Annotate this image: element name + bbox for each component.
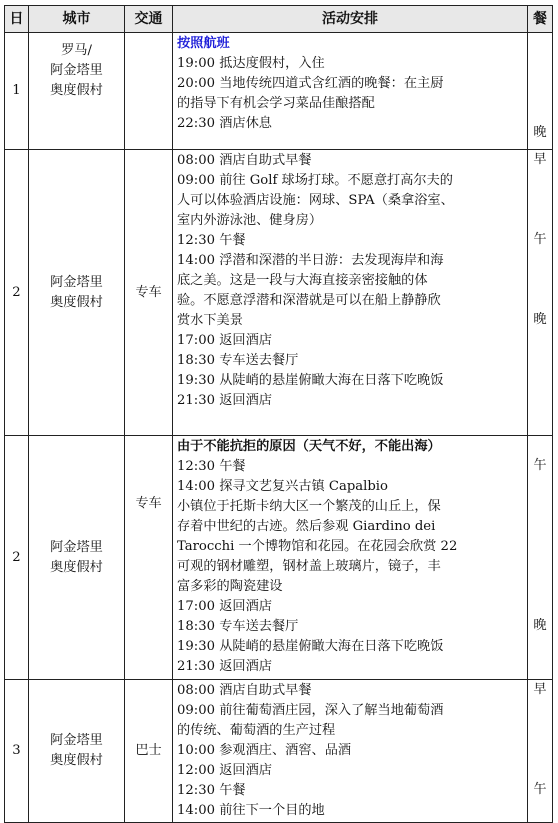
meal-mark: 午	[533, 458, 547, 473]
city-line: 罗马/	[61, 43, 92, 58]
activity-line: 08:00 酒店自助式早餐	[177, 683, 312, 698]
activity-line: 小镇位于托斯卡纳大区一个繁茂的山丘上，保	[177, 499, 441, 514]
activity-line: 室内外游泳池、健身房）	[177, 213, 323, 228]
transport-cell	[125, 436, 173, 680]
header-activity: 活动安排	[173, 6, 528, 33]
city-cell	[29, 436, 125, 680]
city-line: 奥度假村	[50, 753, 103, 768]
meal-cell	[528, 33, 553, 150]
activity-line: 12:30 午餐	[177, 233, 246, 248]
activity-line: 12:00 返回酒店	[177, 763, 272, 778]
transport-value: 专车	[135, 496, 162, 511]
activity-line: 底之美。这是一段与大海直接亲密接触的体	[177, 273, 428, 288]
itinerary-row	[5, 680, 553, 823]
meal-mark: 晚	[533, 125, 547, 140]
activity-line: 10:00 参观酒庄、酒窖、品酒	[177, 743, 352, 758]
activity-line: 人可以体验酒店设施：网球、SPA（桑拿浴室、	[177, 193, 454, 208]
activity-line: Tarocchi 一个博物馆和花园。在花园会欣赏 22	[177, 539, 458, 554]
activity-line: 的传统、葡萄酒的生产过程	[177, 723, 336, 738]
activity-line: 08:00 酒店自助式早餐	[177, 153, 312, 168]
city-cell	[29, 680, 125, 823]
activity-line: 17:00 返回酒店	[177, 333, 272, 348]
meal-cell	[528, 150, 553, 436]
transport-cell	[125, 33, 173, 150]
meal-mark: 早	[533, 152, 547, 167]
city-cell	[29, 150, 125, 436]
meal-mark: 晚	[533, 618, 547, 633]
activity-line: 验。不愿意浮潜和深潜就是可以在船上静静欣	[177, 293, 441, 308]
activity-headline: 按照航班	[177, 36, 230, 51]
itinerary-row	[5, 33, 553, 150]
meal-cell	[528, 436, 553, 680]
activity-line: 富多彩的陶瓷建设	[177, 579, 283, 594]
meal-mark: 午	[533, 232, 547, 247]
activity-cell	[173, 33, 528, 150]
activity-cell	[173, 436, 528, 680]
activity-line: 19:30 从陡峭的悬崖俯瞰大海在日落下吃晚饭	[177, 639, 444, 654]
activity-line: 22:30 酒店休息	[177, 116, 272, 131]
activity-line: 的指导下有机会学习菜品佳酿搭配	[177, 96, 375, 111]
city-line: 奥度假村	[50, 83, 103, 98]
activity-line: 可观的钢材雕塑，钢材盖上玻璃片，镜子，丰	[177, 559, 441, 574]
activity-line: 19:30 从陡峭的悬崖俯瞰大海在日落下吃晚饭	[177, 373, 444, 388]
city-line: 奥度假村	[50, 559, 103, 575]
activity-line: 09:00 前往葡萄酒庄园，深入了解当地葡萄酒	[177, 703, 444, 718]
activity-line: 12:30 午餐	[177, 459, 246, 474]
activity-line: 18:30 专车送去餐厅	[177, 353, 299, 368]
activity-line: 19:00 抵达度假村，入住	[177, 56, 325, 71]
activity-line: 14:00 前往下一个目的地	[177, 803, 325, 818]
day-cell: 2	[5, 150, 29, 436]
itinerary-table-container	[4, 5, 552, 823]
header-meal: 餐	[528, 6, 553, 33]
meal-mark: 早	[533, 682, 547, 697]
city-line: 阿金塔里	[50, 733, 103, 748]
activity-headline: 由于不能抗拒的原因（天气不好，不能出海）	[177, 439, 441, 454]
day-cell: 1	[5, 33, 29, 150]
itinerary-row	[5, 150, 553, 436]
meal-mark: 午	[533, 782, 547, 797]
header-transport: 交通	[125, 6, 173, 33]
activity-line: 12:30 午餐	[177, 783, 246, 798]
activity-cell	[173, 150, 528, 436]
city-line: 阿金塔里	[50, 274, 103, 290]
activity-line: 存着中世纪的古迹。然后参观 Giardino dei	[177, 519, 436, 534]
header-row	[5, 6, 553, 33]
day-cell: 3	[5, 680, 29, 823]
activity-line: 14:00 浮潜和深潜的半日游：去发现海岸和海	[177, 253, 444, 268]
activity-line: 09:00 前往 Golf 球场打球。不愿意打高尔夫的	[177, 173, 453, 188]
meal-mark: 晚	[533, 312, 547, 327]
meal-cell	[528, 680, 553, 823]
transport-cell: 专车	[125, 150, 173, 436]
header-city: 城市	[29, 6, 125, 33]
activity-line: 赏水下美景	[177, 313, 243, 328]
itinerary-row	[5, 436, 553, 680]
activity-line: 18:30 专车送去餐厅	[177, 619, 299, 634]
day-cell: 2	[5, 436, 29, 680]
city-line: 奥度假村	[50, 294, 103, 310]
transport-cell: 巴士	[125, 680, 173, 823]
header-day: 日	[5, 6, 29, 33]
activity-line: 21:30 返回酒店	[177, 659, 272, 674]
activity-line: 20:00 当地传统四道式含红酒的晚餐：在主厨	[177, 76, 444, 91]
activity-cell	[173, 680, 528, 823]
activity-line: 21:30 返回酒店	[177, 393, 272, 408]
activity-line: 17:00 返回酒店	[177, 599, 272, 614]
city-cell	[29, 33, 125, 150]
city-line: 阿金塔里	[50, 539, 103, 555]
city-line: 阿金塔里	[50, 63, 103, 78]
itinerary-table	[4, 5, 553, 823]
activity-line: 14:00 探寻文艺复兴古镇 Capalbio	[177, 479, 388, 494]
